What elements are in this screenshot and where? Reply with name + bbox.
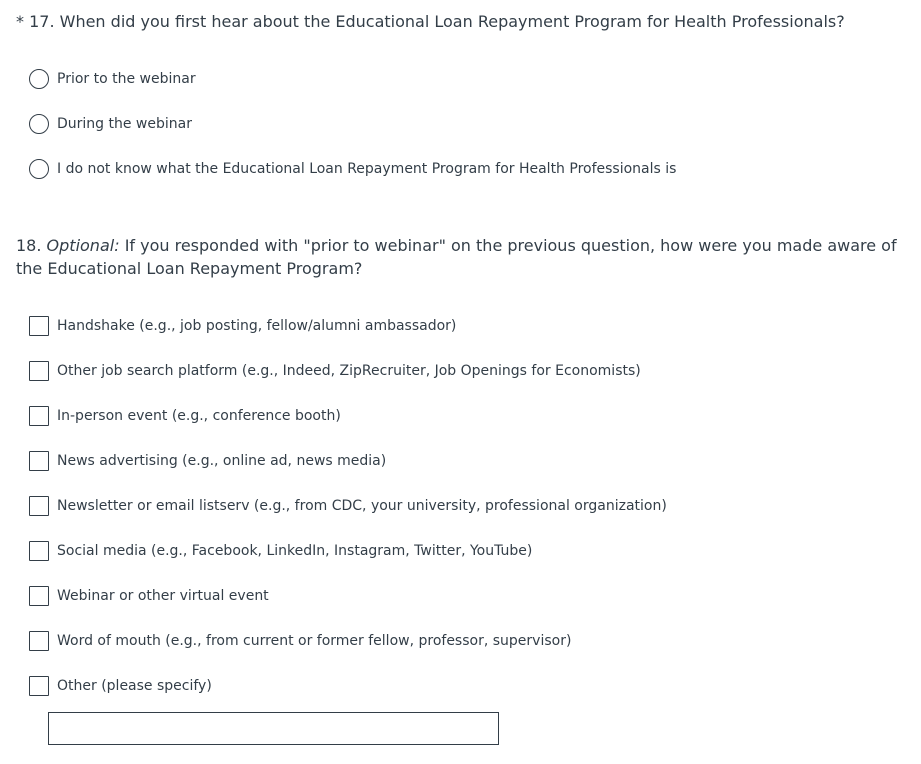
option-label: In-person event (e.g., conference booth) — [57, 408, 341, 424]
checkbox[interactable] — [29, 586, 49, 606]
option-label: Webinar or other virtual event — [57, 588, 269, 604]
question-17-text: 17. When did you first hear about the Educational Loan Repayment Program for Health Professionals? — [29, 12, 845, 31]
q17-option-prior-to-webinar[interactable] — [29, 68, 196, 90]
option-label: Handshake (e.g., job posting, fellow/alumni ambassador) — [57, 318, 457, 334]
checkbox[interactable] — [29, 361, 49, 381]
q18-option-webinar[interactable] — [29, 585, 269, 607]
q18-option-other[interactable] — [29, 675, 212, 697]
q17-option-do-not-know[interactable] — [29, 158, 676, 180]
q18-option-social-media[interactable] — [29, 540, 532, 562]
option-label: Newsletter or email listserv (e.g., from CDC, your university, professional organization) — [57, 498, 667, 514]
q18-option-handshake[interactable] — [29, 315, 456, 337]
other-specify-input[interactable] — [48, 712, 499, 745]
option-label: Other job search platform (e.g., Indeed, ZipRecruiter, Job Openings for Economists) — [57, 363, 641, 379]
checkbox[interactable] — [29, 316, 49, 336]
option-label: News advertising (e.g., online ad, news media) — [57, 453, 387, 469]
question-18-number: 18. — [16, 236, 42, 255]
question-18-text: If you responded with "prior to webinar" on the previous question, how were you made aware of the Educational Loan Repayment Program? — [16, 236, 897, 278]
optional-label: Optional: — [46, 236, 120, 255]
radio-button[interactable] — [29, 69, 49, 89]
q18-option-word-of-mouth[interactable] — [29, 630, 571, 652]
checkbox[interactable] — [29, 406, 49, 426]
q17-option-during-webinar[interactable] — [29, 113, 192, 135]
question-17-title — [16, 10, 901, 33]
option-label: Social media (e.g., Facebook, LinkedIn, Instagram, Twitter, YouTube) — [57, 543, 533, 559]
q18-option-newsletter[interactable] — [29, 495, 667, 517]
q18-option-job-search-platform[interactable] — [29, 360, 641, 382]
radio-button[interactable] — [29, 159, 49, 179]
q18-option-in-person-event[interactable] — [29, 405, 341, 427]
option-label: I do not know what the Educational Loan Repayment Program for Health Professionals is — [57, 161, 677, 177]
checkbox[interactable] — [29, 541, 49, 561]
question-18-title — [16, 234, 901, 280]
checkbox[interactable] — [29, 451, 49, 471]
option-label: During the webinar — [57, 116, 192, 132]
option-label: Prior to the webinar — [57, 71, 196, 87]
radio-button[interactable] — [29, 114, 49, 134]
checkbox[interactable] — [29, 676, 49, 696]
required-marker: * — [16, 12, 24, 31]
checkbox[interactable] — [29, 496, 49, 516]
q18-option-news-advertising[interactable] — [29, 450, 386, 472]
option-label: Word of mouth (e.g., from current or former fellow, professor, supervisor) — [57, 633, 572, 649]
checkbox[interactable] — [29, 631, 49, 651]
option-label: Other (please specify) — [57, 678, 212, 694]
